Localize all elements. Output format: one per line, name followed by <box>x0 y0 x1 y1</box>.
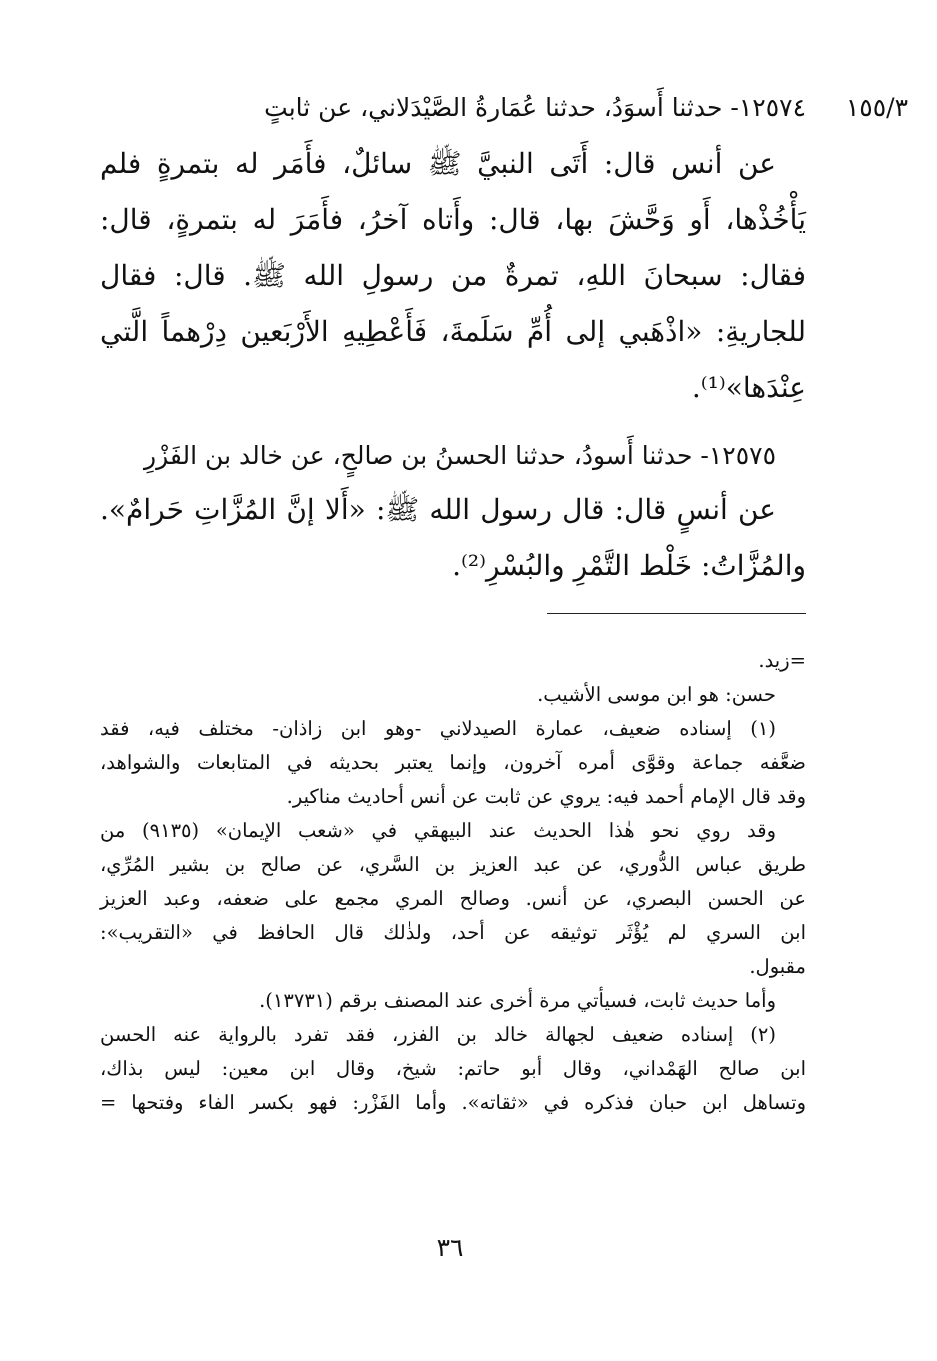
hadith-12574-line-1: عن أنس قال: أَتَى النبيَّ ﷺ سائلٌ، فأَمَر له بتمرةٍ فلم <box>100 147 776 180</box>
hadith-12574-line-5: عِنْدَها»⁽¹⁾. <box>691 371 806 404</box>
footnote-separator <box>547 613 806 614</box>
footnote-line: وقد روي نحو هٰذا الحديث عند البيهقي في «شعب الإيمان» (٩١٣٥) من <box>100 819 776 842</box>
hadith-12575 <box>100 436 806 594</box>
hadith-12574-line-2: يَأْخُذْها، أَو وَحَّشَ بها، قال: وأَتاه آخرُ، فأَمَرَ له بتمرةٍ، قال: <box>100 203 806 236</box>
footnote-line: طريق عباس الدُّوري، عن عبد العزيز بن السَّري، عن صالح بن بشير المُرِّي، <box>100 853 806 876</box>
footnote-continuation: =زيد. <box>758 649 806 672</box>
hadith-12574-line-3: فقال: سبحانَ اللهِ، تمرةٌ من رسولِ الله ﷺ. قال: فقال <box>100 259 806 292</box>
footnote-line: ضعَّفه جماعة وقوَّى أمره آخرون، وإنما يعتبر بحديثه في المتابعات والشواهد، <box>100 751 806 774</box>
footnotes <box>100 644 806 1120</box>
footnote-line: حسن: هو ابن موسى الأشيب. <box>537 683 776 706</box>
hadith-12575-line-1: عن أنسٍ قال: قال رسول الله ﷺ: «أَلا إنَّ المُزَّاتِ حَرامٌ». <box>100 493 776 526</box>
footnote-line: ابن السري لم يُؤْثَر توثيقه عن أحد، ولذٰلك قال الحافظ في «التقريب»: <box>100 921 806 944</box>
footnote-line: (٢) إسناده ضعيف لجهالة خالد بن الفزر، فقد تفرد بالرواية عنه الحسن <box>100 1023 776 1046</box>
footnote-line: مقبول. <box>749 955 806 978</box>
hadith-12575-line-2: والمُزَّاتُ: خَلْط التَّمْرِ والبُسْرِ⁽²⁾. <box>452 549 806 582</box>
footnote-line: (١) إسناده ضعيف، عمارة الصيدلاني -وهو ابن زاذان- مختلف فيه، فقد <box>100 717 776 740</box>
footnote-line: وتساهل ابن حبان فذكره في «ثقاته». وأما الفَزْر: فهو بكسر الفاء وفتحها = <box>100 1091 806 1114</box>
footnote-line: عن الحسن البصري، عن أنس. وصالح المري مجمع على ضعفه، وعبد العزيز <box>100 887 806 910</box>
volume-page-reference: ١٥٥/٣ <box>845 93 908 122</box>
hadith-12574-chain: ١٢٥٧٤- حدثنا أَسوَدُ، حدثنا عُمَارةُ الصَّيْدَلاني، عن ثابتٍ <box>264 93 806 122</box>
hadith-12574-line-4: للجاريةِ: «اذْهَبي إلى أُمِّ سَلَمةَ، فَأَعْطِيهِ الأَرْبَعين دِرْهماً الَّتي <box>100 315 806 348</box>
hadith-12574 <box>100 88 806 416</box>
footnote-line: وأما حديث ثابت، فسيأتي مرة أخرى عند المصنف برقم (١٣٧٣١). <box>259 989 776 1012</box>
footnote-line: وقد قال الإمام أحمد فيه: يروي عن ثابت عن أنس أحاديث مناكير. <box>286 785 806 808</box>
footnote-line: ابن صالح الهَمْداني، وقال أبو حاتم: شيخ، وقال ابن معين: ليس بذاك، <box>100 1057 806 1080</box>
page-number: ٣٦ <box>436 1233 464 1262</box>
hadith-12575-chain: ١٢٥٧٥- حدثنا أَسودُ، حدثنا الحسنُ بن صالحٍ، عن خالد بن الفَزْرِ <box>144 441 776 470</box>
